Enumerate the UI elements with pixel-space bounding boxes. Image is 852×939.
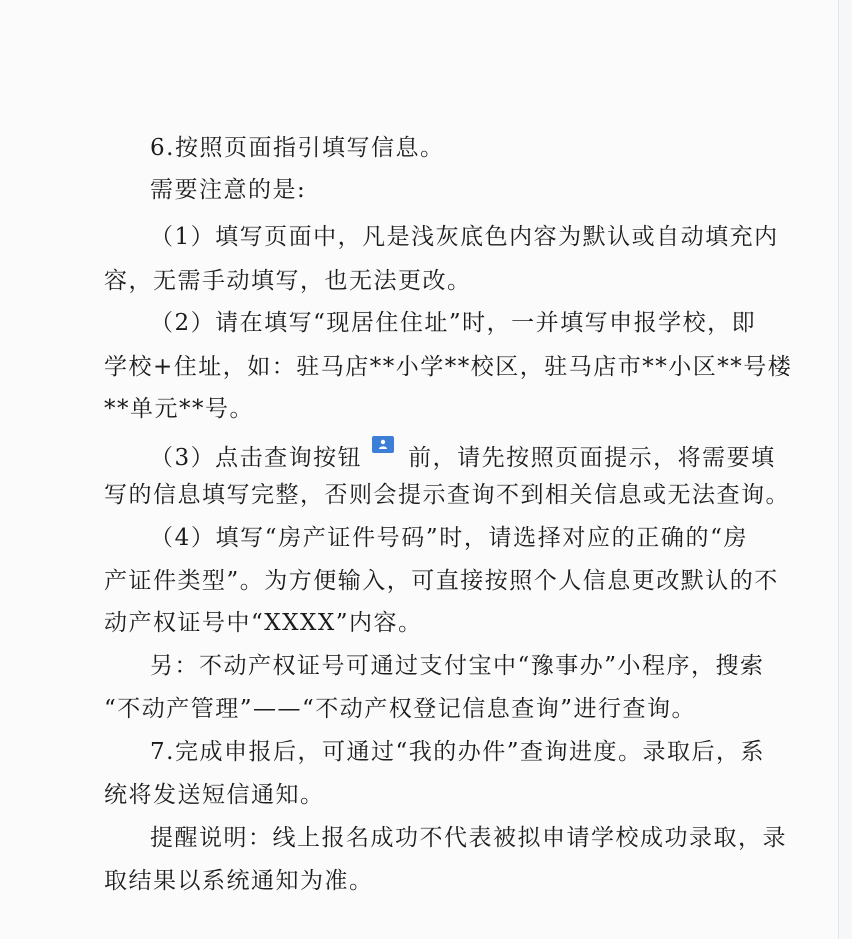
reminder-line-1: 提醒说明：线上报名成功不代表被拟申请学校成功录取，录 [150, 825, 787, 851]
note-4-line-2: 产证件类型”。为方便输入，可直接按照个人信息更改默认的不 [104, 568, 779, 594]
extra-note-line-2: “不动产管理”——“不动产权登记信息查询”进行查询。 [104, 696, 697, 722]
note-1-line-2: 容，无需手动填写，也无法更改。 [104, 268, 472, 294]
extra-note-line-1: 另：不动产权证号可通过支付宝中“豫事办”小程序，搜索 [150, 653, 765, 679]
step-6-heading: 6.按照页面指引填写信息。 [150, 135, 445, 161]
user-query-icon [372, 436, 394, 453]
step-7-line-1: 7.完成申报后，可通过“我的办件”查询进度。录取后，系 [150, 739, 765, 765]
note-3-line-2: 写的信息填写完整，否则会提示查询不到相关信息或无法查询。 [104, 482, 790, 508]
note-3-text-after-icon: 前，请先按照页面提示，将需要填 [408, 445, 776, 471]
reminder-line-2: 取结果以系统通知为准。 [104, 868, 374, 894]
note-3-line-1 [150, 436, 776, 474]
note-1-line-1: （1）填写页面中，凡是浅灰底色内容为默认或自动填充内 [150, 224, 779, 250]
note-2-line-3: **单元**号。 [104, 396, 254, 422]
note-4-line-3: 动产权证号中“XXXX”内容。 [104, 610, 423, 636]
note-4-line-1: （4）填写“房产证件号码”时，请选择对应的正确的“房 [150, 525, 748, 551]
note-2-line-2: 学校+住址，如：驻马店**小学**校区，驻马店市**小区**号楼 [104, 354, 793, 380]
note-2-line-1: （2）请在填写“现居住住址”时，一并填写申报学校，即 [150, 310, 757, 336]
note-3-text-before-icon: （3）点击查询按钮 [150, 445, 363, 471]
notes-heading: 需要注意的是: [150, 177, 307, 203]
step-7-line-2: 统将发送短信通知。 [104, 782, 325, 808]
